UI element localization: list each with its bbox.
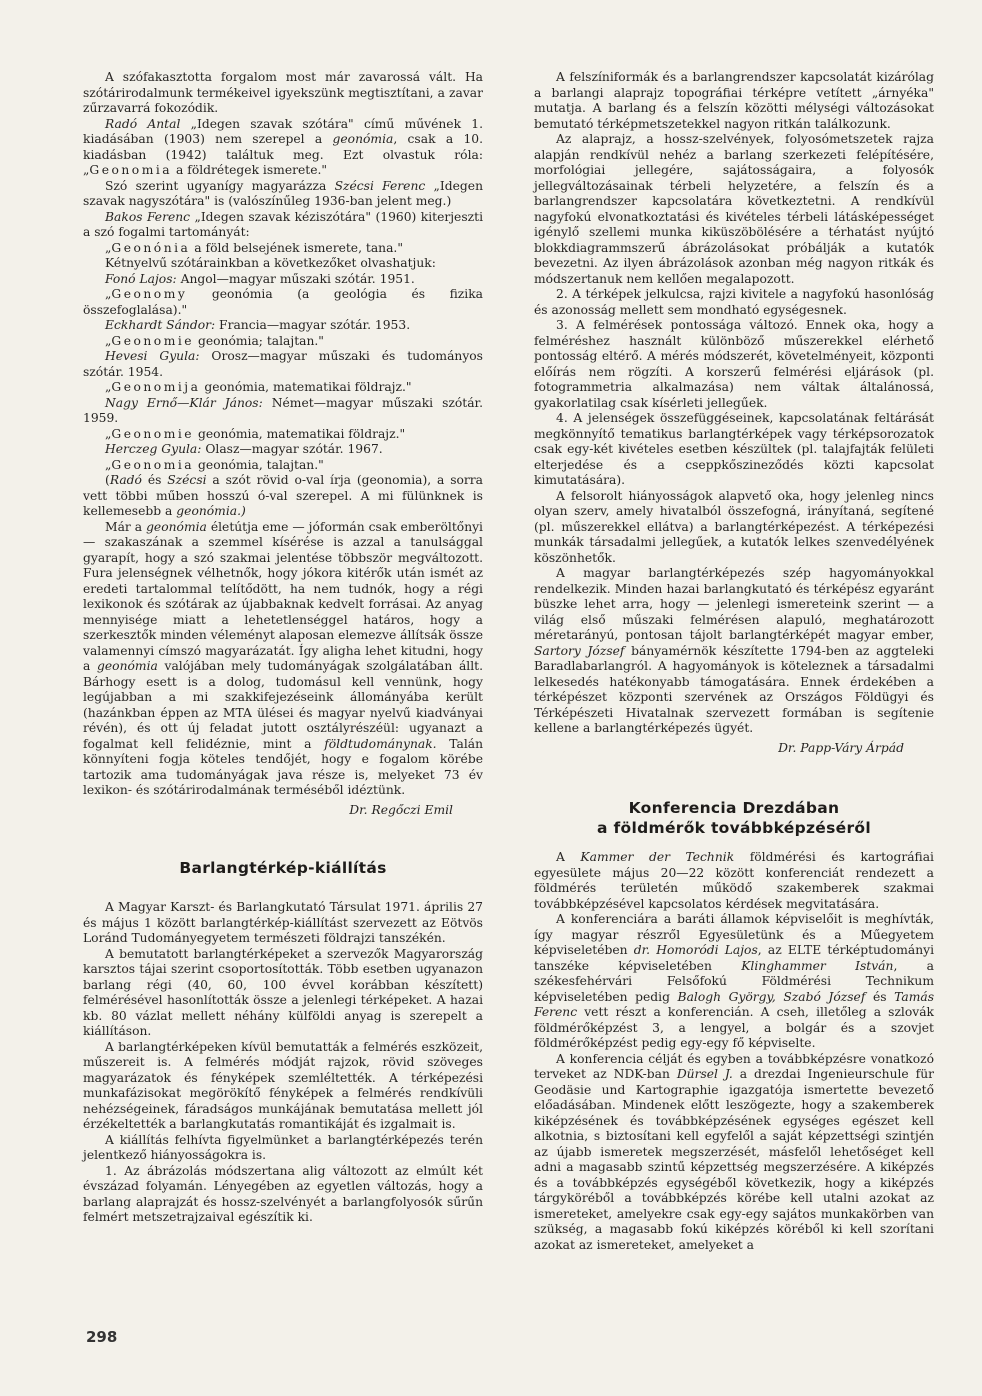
spaced-term: Geonomia	[111, 457, 195, 472]
spaced-term: Geonónia	[111, 240, 191, 255]
author-name: Fonó Lajos:	[105, 271, 177, 286]
article-paragraph: (Radó és Szécsi a szót rövid o-val írja (geonomia), a sorra vett többi műben hosszú ó-val szerepel. A mi fülünknek is kellemesebb a geonómia.)	[83, 473, 483, 518]
article-paragraph: A barlangtérképeken kívül bemutatták a felmérés eszközeit, műszereit is. A felmérés módját rajzok, rövid szöveges magyarázatok és fényképek szemléltették. A térképezési munkafázisokat megörökítő fényképek a felmérés rendkívüli nehézségeinek, fáradságos munkájának bemutatása mellett jól érzékeltették a barlangkutatás romantikáját és izgalmait is.	[83, 1039, 483, 1131]
article-paragraph: A felszíniformák és a barlangrendszer kapcsolatát kizárólag a barlangi alaprajz topográfiai térképre vetített „árnyéka" mutatja. A barlang és a felszín közötti mélységi változásokat bemutató térképmetszetekkel nagyon ritkán találkozunk.	[534, 70, 934, 131]
author-name: Herczeg Gyula:	[105, 442, 202, 456]
article-paragraph: A kiállítás felhívta figyelmünket a barlangtérképezés terén jelentkező hiányosságokra is.	[83, 1132, 483, 1162]
article-paragraph: A konferenciára a baráti államok képviselőit is meghívták, így magyar részről Egyesületünk és a Műegyetem képviseletében dr. Homoródi Lajos, az ELTE térképtudományi tanszéke képviseletében Klinghammer István, a székesfehérvári Felsőfokú Földmérési Technikum képviseletében pedig Balogh György, Szabó József és Tamás Ferenc vett részt a konferencián. A cseh, illetőleg a szlovák földmérőképzést 3, a lengyel, a bolgár és a szovjet földmérőképzést pedig egy-egy fő képviselte.	[534, 912, 935, 1050]
article-paragraph: Az alaprajz, a hossz-szelvények, folyosómetszetek rajza alapján rendkívül nehéz a barlang szerkezeti felépítésére, morfológiai jellegére, sajátosságaira, a folyosók jellegváltozásainak térbeli helyzetére, a felszín és a barlangrendszer kapcsolatára következtetni. A rendkívül nagyfokú elvonatkoztatási és kivételes térbeli látásképességet igénylő szellemi munka kiküszöbölésére a térhatást nyújtó blokkdiagrammszerű ábrázolásokat próbálják a kutatók bevezetni. Az ilyen ábrázolások azonban még nagyon ritkák és módszertanuk nem kellően megalapozott.	[534, 132, 934, 286]
article-paragraph: A Magyar Karszt- és Barlangkutató Társulat 1971. április 27 és május 1 között barlangtérkép-kiállítást szervezett az Eötvös Loránd Tudományegyetem természeti földrajzi tanszékén.	[83, 900, 483, 945]
article-paragraph: Bakos Ferenc „Idegen szavak kéziszótára" (1960) kiterjeszti a szó fogalmi tartományát:	[83, 209, 483, 239]
article-paragraph: A bemutatott barlangtérképeket a szervezők Magyarország karsztos tájai szerint csoportosították. Több esetben ugyanazon barlang régi (40, 60, 100 évvel korábban készített) felmérésével hasonlították össze a jelenlegi térképeket. A hazai kb. 80 vázlat mellett néhány külföldi anyag is szerepelt a kiállításon.	[83, 946, 483, 1038]
article-paragraph: Szó szerint ugyanígy magyarázza Szécsi Ferenc „Idegen szavak nagyszótára" is (valószínűleg 1936-ban jelent meg.)	[83, 178, 483, 208]
signature: Dr. Regőczi Emil	[349, 802, 453, 817]
article-paragraph: Radó Antal „Idegen szavak szótára" című művének 1. kiadásában (1903) nem szerepel a geonómia, csak a 10. kiadásban (1942) találtuk meg. Ezt olvastuk róla: „Geonomia a földrétegek ismerete."	[83, 116, 483, 177]
dictionary-source: Hevesi Gyula: Orosz—magyar műszaki és tudományos szótár. 1954.	[83, 349, 483, 379]
author-name: Radó Antal	[105, 116, 181, 131]
author-name: Radó	[109, 473, 142, 487]
article-paragraph: A szófakasztotta forgalom most már zavarossá vált. Ha szótárirodalmunk termékeivel igyekszünk megtisztítani, a zavar zűrzavarrá fokozódik.	[83, 70, 483, 115]
article-paragraph: 3. A felmérések pontossága változó. Ennek oka, hogy a felméréshez használt különböző műszerekkel elérhető pontosság eltérő. A mérés módszerét, követelményeit, központi előírás nem rögzíti. A korszerű felmérési eljárások (pl. fotogrammetria alkalmazása) nem váltak általánossá, gyakorlatilag csak kísérleti jellegűek.	[534, 318, 934, 410]
article-paragraph: A Kammer der Technik földmérési és kartográfiai egyesülete május 20—22 között konferenciát rendezett a földmérés területén működő szakemberek szakmai továbbképzésével kapcsolatos kérdések megvitatására.	[534, 850, 934, 911]
right-column	[534, 70, 934, 1253]
author-name: Szécsi Ferenc	[334, 178, 426, 193]
signature: Dr. Papp-Váry Árpád	[778, 740, 904, 755]
person-name: Sartory József	[534, 643, 625, 658]
dictionary-entry: „Geonomie geonómia; talajtan."	[105, 333, 324, 348]
person-name: Tamás Ferenc	[534, 989, 935, 1019]
spaced-term: Geonomy	[111, 287, 188, 301]
dictionary-source: Nagy Ernő—Klár János: Német—magyar műszaki szótár. 1959.	[83, 395, 483, 425]
article-paragraph: 4. A jelenségek összefüggéseinek, kapcsolatának feltárását megkönnyítő tematikus barlangtérképek vagy térképsorozatok csak egy-két kivételes esetben készültek (pl. talajfajták felületi elterjedése és a cseppkőszineződés közti kapcsolat kimutatására).	[534, 411, 934, 487]
spaced-term: Geonomie	[111, 426, 195, 441]
article-paragraph: Már a geonómia életútja eme — jóformán csak emberöltőnyi — szakaszának a szemmel kísérése is azzal a tanulsággal gyarapít, hogy a szó szakmai jelentése többször megváltozott. Fura jelenségnek vélhetnők, hogy jókora kitérők után ismét az eredeti tartalommal telítődött, ha nem tudnók, hogy a régi lexikonok és szótárak az újabbaknak kedvelt forrásai. Az anyag mennyisége miatt a lehetetlenséggel határos, hogy a szerkesztők minden véleményt alaposan elemezve állítsák össze valamennyi címszó magyarázatát. Így aligha lehet kitudni, hogy a geonómia valójában mely tudományágak szolgálatában állt. Bárhogy esett is a dolog, tudomásul kell vennünk, hogy legújabban a mi szakkifejezéseink állományába került (hazánkban éppen az MTA ülései és magyar nyelvű kiadványai révén), és ott új feladat jutott osztályrészéül: ugyanazt a fogalmat kell felidéznie, mint a földtudománynak. Talán könnyíteni fogja köteles tendőjét, hogy e fogalom körébe tartozik ama tudományágak java része is, melyeket 73 év lexikon- és szótárirodalmának terméséből idéztünk.	[83, 519, 484, 797]
article-paragraph: A magyar barlangtérképezés szép hagyományokkal rendelkezik. Minden hazai barlangkutató és térképész egyaránt büszke lehet arra, hogy — jelenlegi ismereteink szerint — a világ első műszaki felmérésen alapuló, meghatározott méretarányú, pontosan tájolt barlangtérképét magyar ember, Sartory József bányamérnök készítette 1794-ben az aggteleki Baradlabarlangról. A hagyományok is köteleznek a társadalmi lelkesedés hatékonyabb támogatására. Ennek érdekében a térképészet központi szervének az Országos Földügyi és Térképészeti Hivatalnak szervezett formában is segítenie kellene a barlangtérképezés ügyét.	[534, 566, 934, 735]
spaced-term: Geonomija	[111, 380, 201, 394]
dictionary-entry: „Geonomia geonómia, talajtan."	[105, 457, 324, 472]
dictionary-source: Eckhardt Sándor: Francia—magyar szótár. 1953.	[105, 318, 411, 332]
person-name: Dürsel J.	[676, 1067, 733, 1081]
article-paragraph: 1. Az ábrázolás módszertana alig változott az elmúlt két évszázad folyamán. Lényegében az egyetlen változás, hogy a barlang alaprajzát és hossz-szelvényét a barlangfolyosók sűrűn felmért metszetrajzaival egészítik ki.	[83, 1163, 483, 1224]
person-name: dr. Homoródi Lajos	[633, 943, 758, 957]
author-name: Eckhardt Sándor:	[105, 318, 216, 332]
article-paragraph: Kétnyelvű szótárainkban a következőket olvashatjuk:	[105, 256, 436, 270]
author-name: Hevesi Gyula:	[105, 349, 200, 363]
dictionary-source: Fonó Lajos: Angol—magyar műszaki szótár. 1951.	[105, 271, 415, 286]
term: geonómia.)	[176, 504, 246, 518]
article-paragraph: A felsorolt hiányosságok alapvető oka, hogy jelenleg nincs olyan szerv, amely hivatalból összefogná, irányítaná, segítené (pl. műszerekkel ellátva) a barlangtérképezést. A térképezési munkák társadalmi jellegűek, a kutatók lelkes szenvedélyének köszönhetők.	[534, 488, 934, 565]
heading-line: Konferencia Drezdában	[628, 799, 840, 817]
term: földtudománynak.	[324, 736, 437, 751]
section-heading: Barlangtérkép-kiállítás	[179, 859, 387, 877]
dictionary-entry: „Geonomy geonómia (a geológia és fizika összefoglalása)."	[83, 287, 483, 317]
person-name: Balogh György, Szabó József	[677, 989, 866, 1004]
article-paragraph: A konferencia célját és egyben a továbbképzésre vonatkozó terveket az NDK-ban Dürsel J. a drezdai Ingenieurschule für Geodäsie und Kartographie igazgatója ismertette bevezető előadásában. Mindenek előtt leszögezte, hogy a szakemberek kiképzésének és továbbképzésének egységes egészet kell alkotnia, s biztosítani kell egyfelől a saját képzettségi szintjén az újabb ismeretek megszerzését, másfelől lehetőséget kell adni a magasabb szintű képzettség megszerzésére. A kiképzés és a továbbképzés egységéből következik, hogy a kiképzés tárgyköréből a továbbképzés körébe kell utalni azokat az ismereteket, amelyekre csak egy-egy sajátos munkakörben van szükség, a magasabb fokú kiképzés köréből ki kell szorítani azokat az ismereteket, amelyeket a	[534, 1051, 934, 1252]
page-number: 298	[86, 1328, 118, 1346]
term: geonómia	[97, 659, 158, 673]
spaced-term: Geonomia	[89, 163, 173, 177]
person-name: Klinghammer István	[741, 958, 894, 973]
quote: „Geonónia a föld belsejének ismerete, tana."	[105, 240, 403, 255]
spaced-term: Geonomie	[111, 333, 195, 348]
left-column	[83, 70, 483, 1226]
section-heading	[534, 798, 934, 838]
heading-line: a földmérők továbbképzéséről	[597, 819, 871, 837]
author-name: Bakos Ferenc	[105, 209, 191, 224]
organization-name: Kammer der Technik	[580, 850, 735, 864]
dictionary-entry: „Geonomie geonómia, matematikai földrajz."	[105, 426, 406, 441]
article-paragraph: 2. A térképek jelkulcsa, rajzi kivitele a nagyfokú hasonlóság és azonosság mellett sem mondható egységesnek.	[534, 287, 934, 317]
term: geonómia	[332, 132, 394, 146]
dictionary-entry: „Geonomija geonómia, matematikai földrajz."	[105, 380, 412, 394]
term: geonómia	[146, 519, 207, 534]
dictionary-source: Herczeg Gyula: Olasz—magyar szótár. 1967.	[105, 442, 383, 456]
author-name: Nagy Ernő—Klár János:	[105, 395, 263, 410]
author-name: Szécsi	[167, 473, 207, 487]
